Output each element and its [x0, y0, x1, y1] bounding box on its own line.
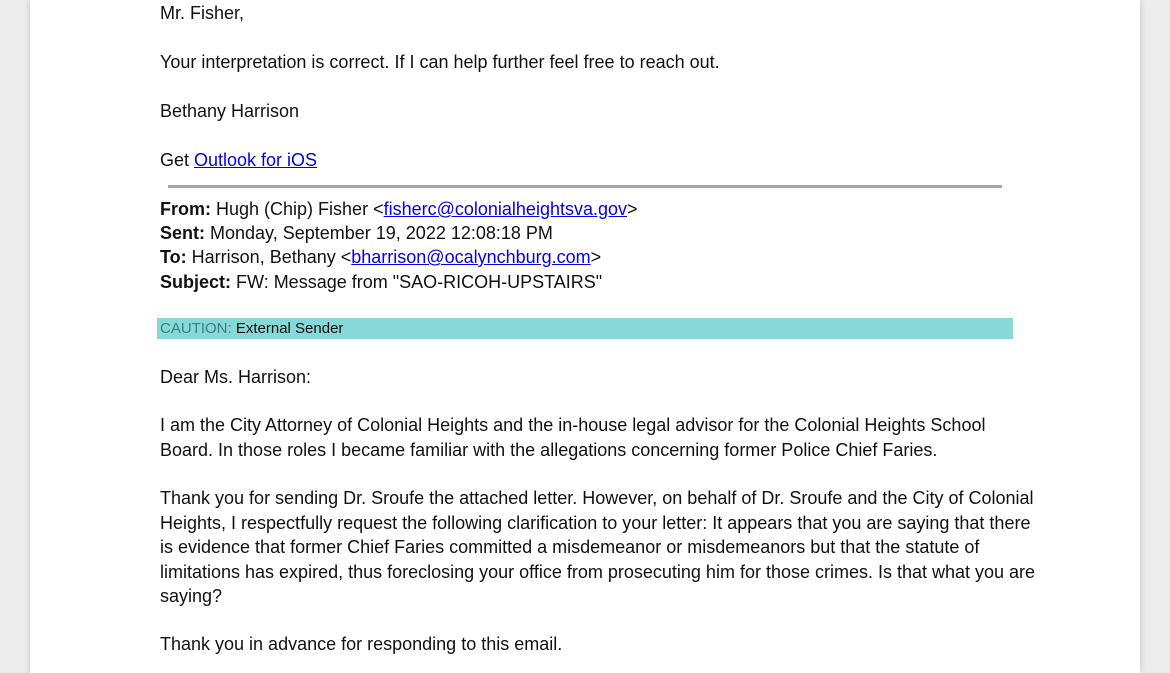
from-line — [160, 197, 638, 221]
caution-label: CAUTION: — [160, 320, 232, 337]
get-prefix: Get — [160, 150, 195, 170]
subject-line — [160, 270, 602, 294]
reply-body: Your interpretation is correct. If I can help further feel free to reach out. — [160, 52, 720, 72]
to-label: To: — [160, 247, 187, 267]
original-paragraph-1: I am the City Attorney of Colonial Heights and the in-house legal advisor for the Colonial Heights School Board. In those roles I became familiar with the allegations concerning former Police Chief Faries. — [160, 415, 986, 460]
reply-salutation: Mr. Fisher, — [160, 3, 245, 23]
outlook-ios-link[interactable]: Outlook for iOS — [194, 150, 318, 170]
to-name: Harrison, Bethany < — [191, 247, 352, 267]
original-closing: Thank you in advance for responding to this email. — [160, 634, 563, 654]
subject-value: FW: Message from "SAO-RICOH-UPSTAIRS" — [236, 272, 603, 292]
from-suffix: > — [627, 199, 638, 219]
separator-rule — [168, 185, 1002, 188]
get-outlook-line — [160, 148, 317, 172]
sent-label: Sent: — [160, 223, 205, 243]
sent-value: Monday, September 19, 2022 12:08:18 PM — [210, 223, 553, 243]
from-name: Hugh (Chip) Fisher < — [216, 199, 384, 219]
caution-banner — [157, 318, 1013, 339]
original-greeting: Dear Ms. Harrison: — [160, 367, 312, 387]
to-line — [160, 245, 601, 269]
to-email-link[interactable]: bharrison@ocalynchburg.com — [351, 247, 591, 267]
from-label: From: — [160, 199, 211, 219]
sent-line — [160, 221, 553, 245]
reply-signature: Bethany Harrison — [160, 101, 300, 121]
to-suffix: > — [590, 247, 602, 267]
document-page — [30, 0, 1140, 673]
original-paragraph-2: Thank you for sending Dr. Sroufe the attached letter. However, on behalf of Dr. Sroufe and the City of Colonial Heights, I respectfully request the following clarification to your letter: It appears that you are saying that there is evidence that former Chief Faries committed a misdemeanor or misdemeanors but that the statute of limitations has expired, thus foreclosing your office from prosecuting him for those crimes. Is that what you are saying? — [160, 488, 1036, 606]
caution-text: External Sender — [235, 320, 344, 337]
subject-label: Subject: — [160, 272, 232, 292]
from-email-link[interactable]: fisherc@colonialheightsva.gov — [383, 199, 627, 219]
